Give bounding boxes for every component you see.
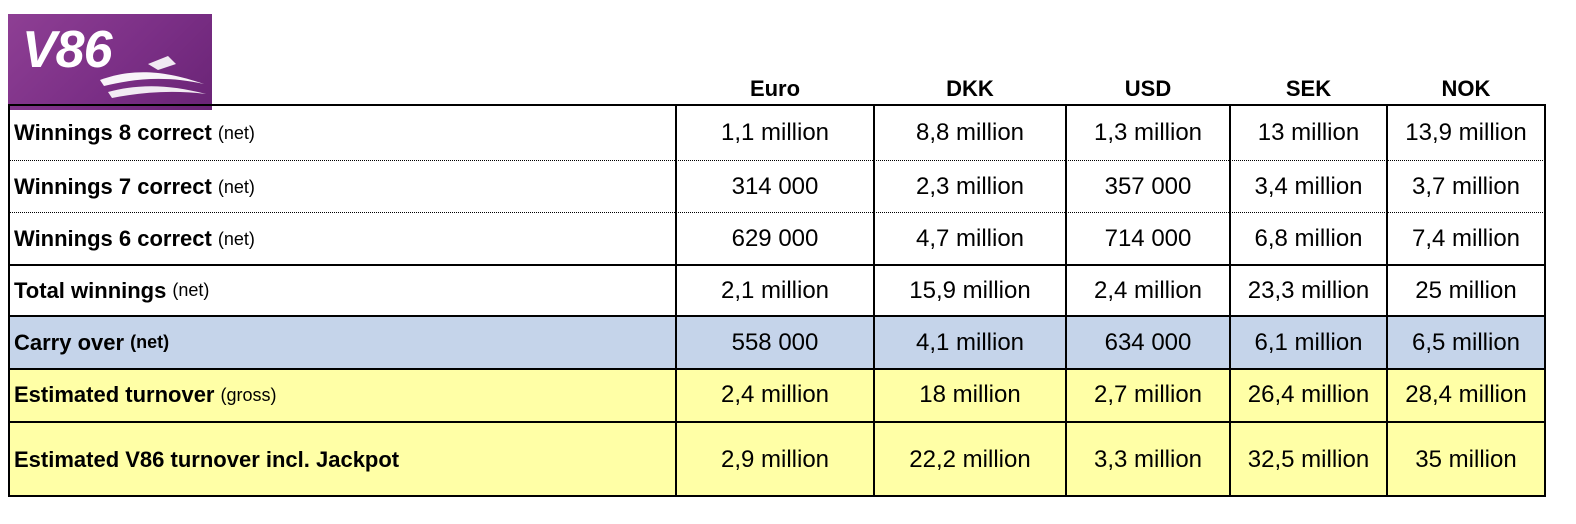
table-row [8,316,1545,369]
row-label [8,213,255,265]
table-cell-euro: 2,4 million [720,381,830,408]
table-cell-sek: 26,4 million [1247,381,1370,408]
row-divider [8,160,1545,161]
table-cell-sek: 6,1 million [1254,328,1363,356]
table-cell-usd: 2,4 million [1093,276,1203,304]
column-divider [873,104,875,497]
table-cell-nok: 7,4 million [1411,225,1521,252]
table-cell-dkk: 8,8 million [915,119,1025,146]
column-divider [1229,104,1231,497]
column-divider [8,104,10,497]
row-divider [8,315,1545,317]
row-label-note: (net) [130,332,170,352]
row-label-text: Winnings 8 correct [14,120,212,145]
table-cell-nok: 25 million [1415,276,1517,304]
table-cell-dkk: 22,2 million [909,445,1031,473]
row-label-text: Estimated V86 turnover incl. Jackpot [14,446,400,472]
table-cell-sek: 13 million [1257,119,1360,146]
row-divider [8,264,1545,266]
column-header-usd: USD [1124,76,1172,101]
table-cell-dkk: 18 million [919,381,1021,408]
column-header-dkk: DKK [946,76,994,101]
row-label-text: Winnings 6 correct [14,226,212,251]
row-divider [8,104,1545,106]
row-divider [8,368,1545,370]
row-label-note: (net) [217,122,255,143]
table-cell-sek: 6,8 million [1254,225,1363,252]
row-label-note: (net) [217,228,255,249]
row-label-text: Total winnings [14,277,167,303]
table-cell-euro: 2,9 million [720,445,830,473]
row-label [8,105,255,161]
table-row [8,369,1545,421]
row-divider [8,212,1545,213]
row-label-note: (gross) [220,384,277,405]
row-label [8,161,255,213]
column-divider [1065,104,1067,497]
table-cell-sek: 32,5 million [1247,445,1370,473]
table-row [8,161,1545,213]
table-cell-dkk: 15,9 million [909,276,1031,304]
column-header-euro: Euro [749,76,801,101]
table-cell-dkk: 4,7 million [915,225,1025,252]
row-label-text: Winnings 7 correct [14,174,212,199]
table-cell-sek: 23,3 million [1247,276,1370,304]
table-cell-usd: 714 000 [1104,225,1192,252]
horse-speed-icon [8,14,212,110]
table-cell-nok: 6,5 million [1411,328,1521,356]
table-cell-dkk: 4,1 million [915,328,1025,356]
table-cell-nok: 28,4 million [1405,381,1527,408]
v86-logo [8,14,212,110]
column-divider [1386,104,1388,497]
table-cell-nok: 13,9 million [1405,119,1527,146]
table-cell-nok: 35 million [1415,445,1517,473]
table-cell-usd: 634 000 [1104,328,1192,356]
table-cell-euro: 629 000 [731,225,819,252]
table-cell-dkk: 2,3 million [915,173,1025,200]
logo-text: V86 [22,21,112,79]
row-label [8,423,399,496]
table-cell-euro: 2,1 million [720,276,830,304]
row-label-text: Estimated turnover [14,382,215,407]
table-cell-usd: 2,7 million [1093,381,1203,408]
column-divider [1544,104,1546,497]
row-label [8,369,277,421]
row-label-text: Carry over [14,329,125,355]
table-row [8,265,1545,316]
table-cell-sek: 3,4 million [1254,173,1363,200]
column-header-sek: SEK [1285,76,1332,101]
table-cell-nok: 3,7 million [1411,173,1521,200]
row-label [8,316,169,369]
column-header-nok: NOK [1441,76,1491,101]
row-label-note: (net) [217,176,255,197]
table-row [8,105,1545,161]
table-cell-usd: 1,3 million [1093,119,1203,146]
table-cell-usd: 357 000 [1104,173,1192,200]
table-row [8,213,1545,265]
table-cell-euro: 314 000 [731,173,819,200]
row-label [8,265,209,316]
row-divider [8,421,1545,423]
row-divider [8,495,1545,497]
table-cell-usd: 3,3 million [1093,445,1203,473]
table-cell-euro: 1,1 million [720,119,830,146]
table-row [8,423,1545,496]
column-divider [675,104,677,497]
row-label-note: (net) [172,280,210,300]
table-cell-euro: 558 000 [731,328,819,356]
